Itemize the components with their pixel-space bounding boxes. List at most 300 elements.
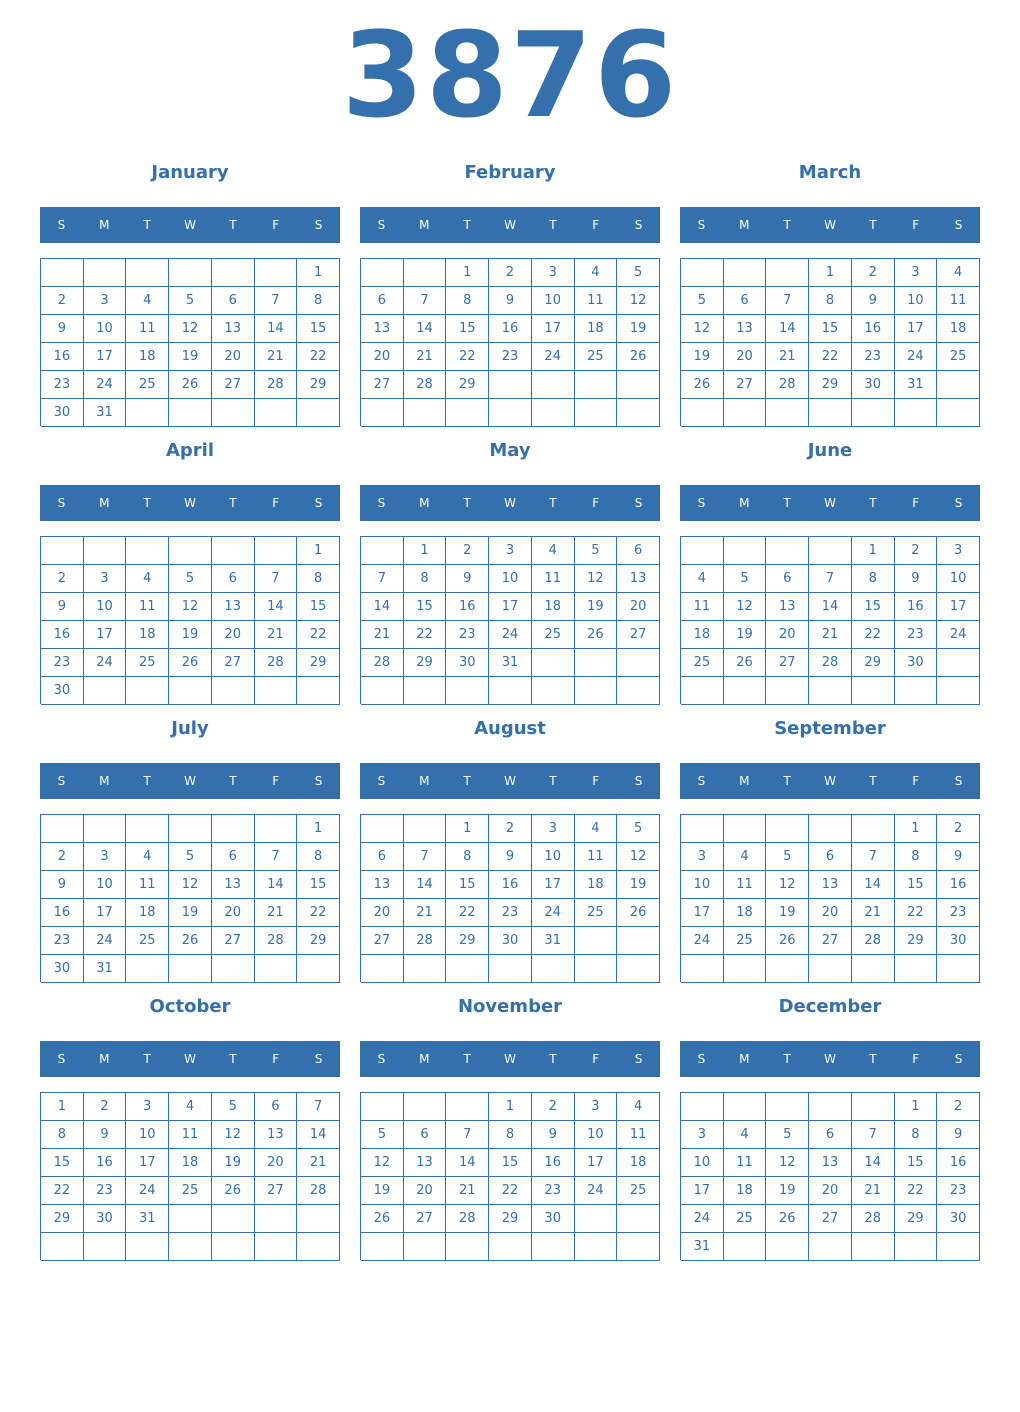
empty-day-cell	[681, 677, 724, 705]
day-cell: 15	[895, 1149, 938, 1177]
year-title: 3876	[341, 6, 679, 144]
day-cell: 7	[766, 287, 809, 315]
day-cell: 15	[446, 315, 489, 343]
weekday-label: S	[954, 1052, 963, 1066]
day-cell: 25	[575, 899, 618, 927]
day-cell: 4	[126, 565, 169, 593]
empty-day-cell	[212, 677, 255, 705]
day-cell: 5	[169, 287, 212, 315]
day-cell: 6	[724, 287, 767, 315]
weekday-label: W	[504, 774, 516, 788]
day-grid	[360, 536, 660, 704]
day-cell: 11	[126, 315, 169, 343]
day-grid	[360, 814, 660, 982]
weekday-label: F	[912, 218, 920, 232]
day-cell: 11	[126, 593, 169, 621]
day-cell: 12	[575, 565, 618, 593]
weekday-label: T	[463, 1052, 471, 1066]
day-cell: 17	[895, 315, 938, 343]
empty-day-cell	[212, 259, 255, 287]
empty-day-cell	[84, 1233, 127, 1261]
day-cell: 16	[532, 1149, 575, 1177]
day-cell: 12	[766, 1149, 809, 1177]
day-cell: 9	[895, 565, 938, 593]
day-cell: 15	[41, 1149, 84, 1177]
day-cell: 27	[212, 927, 255, 955]
day-cell: 25	[126, 927, 169, 955]
empty-day-cell	[937, 371, 980, 399]
day-cell: 4	[681, 565, 724, 593]
month-name: January	[151, 162, 229, 183]
empty-day-cell	[212, 815, 255, 843]
weekday-label: F	[592, 1052, 600, 1066]
weekday-label: T	[549, 774, 557, 788]
weekday-label: M	[419, 1052, 430, 1066]
weekday-header	[360, 207, 660, 243]
day-cell: 5	[575, 537, 618, 565]
weekday-label: S	[697, 1052, 706, 1066]
day-cell: 16	[895, 593, 938, 621]
empty-day-cell	[575, 1233, 618, 1261]
weekday-label: T	[869, 774, 877, 788]
day-cell: 30	[41, 677, 84, 705]
weekday-label: W	[504, 218, 516, 232]
day-cell: 19	[681, 343, 724, 371]
day-grid	[40, 536, 340, 704]
day-cell: 23	[489, 343, 532, 371]
weekday-label: S	[314, 496, 323, 510]
empty-day-cell	[937, 955, 980, 983]
empty-day-cell	[446, 955, 489, 983]
day-cell: 18	[126, 343, 169, 371]
empty-day-cell	[809, 537, 852, 565]
day-cell: 7	[446, 1121, 489, 1149]
empty-day-cell	[766, 259, 809, 287]
day-cell: 30	[41, 399, 84, 427]
day-cell: 22	[41, 1177, 84, 1205]
empty-day-cell	[681, 815, 724, 843]
day-cell: 13	[255, 1121, 298, 1149]
empty-day-cell	[404, 259, 447, 287]
day-cell: 20	[617, 593, 660, 621]
day-cell: 18	[532, 593, 575, 621]
day-cell: 29	[895, 927, 938, 955]
day-cell: 17	[575, 1149, 618, 1177]
day-grid	[360, 1092, 660, 1260]
day-cell: 30	[532, 1205, 575, 1233]
empty-day-cell	[169, 1205, 212, 1233]
day-cell: 17	[84, 343, 127, 371]
empty-day-cell	[404, 399, 447, 427]
day-cell: 12	[212, 1121, 255, 1149]
day-cell: 30	[937, 927, 980, 955]
day-cell: 8	[809, 287, 852, 315]
empty-day-cell	[255, 955, 298, 983]
day-cell: 3	[895, 259, 938, 287]
day-cell: 22	[895, 1177, 938, 1205]
day-cell: 11	[169, 1121, 212, 1149]
empty-day-cell	[84, 259, 127, 287]
weekday-label: T	[143, 218, 151, 232]
day-cell: 18	[937, 315, 980, 343]
weekday-label: S	[377, 774, 386, 788]
day-cell: 1	[41, 1093, 84, 1121]
day-cell: 14	[404, 315, 447, 343]
empty-day-cell	[255, 399, 298, 427]
day-cell: 6	[255, 1093, 298, 1121]
day-cell: 10	[895, 287, 938, 315]
weekday-label: S	[377, 496, 386, 510]
day-cell: 1	[895, 1093, 938, 1121]
day-cell: 21	[446, 1177, 489, 1205]
day-cell: 16	[489, 871, 532, 899]
weekday-label: T	[549, 1052, 557, 1066]
empty-day-cell	[255, 259, 298, 287]
day-cell: 2	[852, 259, 895, 287]
day-cell: 4	[575, 815, 618, 843]
empty-day-cell	[575, 927, 618, 955]
empty-day-cell	[169, 259, 212, 287]
weekday-header	[680, 207, 980, 243]
empty-day-cell	[766, 1233, 809, 1261]
day-cell: 4	[937, 259, 980, 287]
month-name: March	[798, 162, 862, 183]
weekday-label: T	[869, 1052, 877, 1066]
weekday-label: T	[783, 774, 791, 788]
day-cell: 5	[724, 565, 767, 593]
day-cell: 31	[532, 927, 575, 955]
day-cell: 13	[212, 871, 255, 899]
day-cell: 19	[617, 871, 660, 899]
empty-day-cell	[489, 1233, 532, 1261]
empty-day-cell	[212, 955, 255, 983]
empty-day-cell	[404, 677, 447, 705]
day-cell: 14	[852, 871, 895, 899]
day-cell: 3	[575, 1093, 618, 1121]
weekday-label: S	[634, 774, 643, 788]
empty-day-cell	[41, 815, 84, 843]
day-cell: 24	[895, 343, 938, 371]
empty-day-cell	[532, 371, 575, 399]
empty-day-cell	[361, 1093, 404, 1121]
day-cell: 27	[766, 649, 809, 677]
empty-day-cell	[532, 955, 575, 983]
day-cell: 5	[617, 815, 660, 843]
day-cell: 8	[404, 565, 447, 593]
day-cell: 13	[361, 315, 404, 343]
day-cell: 4	[575, 259, 618, 287]
day-cell: 27	[361, 371, 404, 399]
empty-day-cell	[852, 815, 895, 843]
empty-day-cell	[126, 537, 169, 565]
weekday-label: S	[57, 218, 66, 232]
day-cell: 9	[937, 1121, 980, 1149]
empty-day-cell	[489, 677, 532, 705]
weekday-label: F	[272, 218, 280, 232]
weekday-label: F	[272, 1052, 280, 1066]
day-cell: 19	[361, 1177, 404, 1205]
day-cell: 25	[937, 343, 980, 371]
weekday-label: T	[143, 1052, 151, 1066]
weekday-header	[360, 1041, 660, 1077]
empty-day-cell	[575, 371, 618, 399]
day-cell: 7	[852, 843, 895, 871]
day-cell: 10	[126, 1121, 169, 1149]
weekday-label: M	[419, 496, 430, 510]
empty-day-cell	[724, 259, 767, 287]
day-cell: 17	[532, 315, 575, 343]
day-cell: 14	[766, 315, 809, 343]
day-cell: 6	[404, 1121, 447, 1149]
weekday-label: S	[314, 1052, 323, 1066]
day-cell: 18	[575, 315, 618, 343]
day-cell: 29	[297, 649, 340, 677]
day-cell: 29	[852, 649, 895, 677]
empty-day-cell	[212, 1205, 255, 1233]
day-cell: 10	[489, 565, 532, 593]
weekday-header	[680, 763, 980, 799]
day-cell: 10	[84, 871, 127, 899]
day-cell: 23	[84, 1177, 127, 1205]
month-name: October	[149, 996, 231, 1017]
day-cell: 9	[41, 871, 84, 899]
day-cell: 23	[446, 621, 489, 649]
empty-day-cell	[255, 677, 298, 705]
day-cell: 9	[532, 1121, 575, 1149]
day-cell: 18	[681, 621, 724, 649]
day-cell: 19	[617, 315, 660, 343]
day-cell: 14	[255, 871, 298, 899]
weekday-label: S	[954, 496, 963, 510]
day-cell: 23	[489, 899, 532, 927]
day-cell: 13	[724, 315, 767, 343]
day-cell: 7	[404, 287, 447, 315]
weekday-label: T	[869, 496, 877, 510]
day-cell: 13	[766, 593, 809, 621]
day-cell: 28	[255, 371, 298, 399]
weekday-label: F	[592, 496, 600, 510]
weekday-label: S	[697, 218, 706, 232]
weekday-header	[40, 207, 340, 243]
day-cell: 26	[575, 621, 618, 649]
weekday-label: F	[912, 774, 920, 788]
day-cell: 28	[361, 649, 404, 677]
day-cell: 26	[766, 1205, 809, 1233]
day-cell: 26	[212, 1177, 255, 1205]
empty-day-cell	[169, 677, 212, 705]
day-cell: 21	[255, 621, 298, 649]
day-cell: 21	[809, 621, 852, 649]
day-cell: 12	[617, 287, 660, 315]
day-cell: 4	[724, 843, 767, 871]
day-cell: 12	[617, 843, 660, 871]
day-cell: 16	[84, 1149, 127, 1177]
weekday-header	[40, 485, 340, 521]
day-cell: 9	[489, 287, 532, 315]
weekday-label: T	[143, 496, 151, 510]
day-cell: 30	[937, 1205, 980, 1233]
day-cell: 5	[361, 1121, 404, 1149]
weekday-label: S	[954, 218, 963, 232]
weekday-label: S	[57, 774, 66, 788]
empty-day-cell	[297, 1233, 340, 1261]
empty-day-cell	[126, 677, 169, 705]
day-cell: 10	[84, 315, 127, 343]
day-cell: 3	[489, 537, 532, 565]
empty-day-cell	[681, 1093, 724, 1121]
day-cell: 28	[255, 927, 298, 955]
day-cell: 8	[41, 1121, 84, 1149]
day-cell: 2	[937, 815, 980, 843]
day-cell: 14	[297, 1121, 340, 1149]
day-cell: 12	[169, 871, 212, 899]
day-cell: 22	[852, 621, 895, 649]
weekday-label: T	[463, 218, 471, 232]
day-grid	[40, 814, 340, 982]
day-cell: 9	[41, 315, 84, 343]
day-cell: 22	[446, 343, 489, 371]
empty-day-cell	[937, 399, 980, 427]
day-cell: 10	[681, 871, 724, 899]
empty-day-cell	[532, 1233, 575, 1261]
empty-day-cell	[681, 399, 724, 427]
day-cell: 9	[852, 287, 895, 315]
day-cell: 22	[895, 899, 938, 927]
empty-day-cell	[255, 537, 298, 565]
day-grid	[360, 258, 660, 426]
day-cell: 21	[766, 343, 809, 371]
day-cell: 3	[84, 843, 127, 871]
day-cell: 31	[84, 399, 127, 427]
day-cell: 28	[446, 1205, 489, 1233]
day-cell: 21	[404, 343, 447, 371]
day-cell: 25	[532, 621, 575, 649]
day-cell: 24	[681, 1205, 724, 1233]
weekday-header	[680, 485, 980, 521]
day-cell: 26	[617, 899, 660, 927]
day-cell: 11	[575, 287, 618, 315]
weekday-label: S	[314, 218, 323, 232]
day-cell: 22	[297, 343, 340, 371]
day-cell: 7	[852, 1121, 895, 1149]
weekday-label: T	[463, 496, 471, 510]
empty-day-cell	[255, 1233, 298, 1261]
day-cell: 13	[617, 565, 660, 593]
weekday-label: T	[229, 218, 237, 232]
empty-day-cell	[724, 955, 767, 983]
day-cell: 29	[297, 927, 340, 955]
day-cell: 15	[297, 593, 340, 621]
empty-day-cell	[446, 399, 489, 427]
empty-day-cell	[361, 259, 404, 287]
day-cell: 27	[361, 927, 404, 955]
day-cell: 20	[404, 1177, 447, 1205]
weekday-header	[680, 1041, 980, 1077]
weekday-label: W	[184, 774, 196, 788]
day-cell: 2	[489, 259, 532, 287]
day-cell: 28	[404, 371, 447, 399]
day-cell: 29	[446, 371, 489, 399]
day-cell: 16	[489, 315, 532, 343]
day-cell: 18	[724, 1177, 767, 1205]
weekday-label: T	[869, 218, 877, 232]
empty-day-cell	[169, 1233, 212, 1261]
weekday-label: S	[634, 218, 643, 232]
day-cell: 8	[852, 565, 895, 593]
weekday-label: T	[783, 1052, 791, 1066]
empty-day-cell	[724, 1093, 767, 1121]
day-cell: 20	[724, 343, 767, 371]
empty-day-cell	[617, 399, 660, 427]
empty-day-cell	[766, 537, 809, 565]
empty-day-cell	[724, 1233, 767, 1261]
day-cell: 29	[489, 1205, 532, 1233]
day-cell: 3	[532, 815, 575, 843]
day-cell: 20	[212, 343, 255, 371]
day-cell: 12	[361, 1149, 404, 1177]
weekday-header	[40, 1041, 340, 1077]
day-cell: 23	[41, 649, 84, 677]
day-cell: 3	[532, 259, 575, 287]
empty-day-cell	[446, 677, 489, 705]
day-cell: 3	[937, 537, 980, 565]
day-cell: 20	[212, 899, 255, 927]
empty-day-cell	[489, 399, 532, 427]
day-cell: 1	[895, 815, 938, 843]
empty-day-cell	[617, 1205, 660, 1233]
empty-day-cell	[766, 399, 809, 427]
empty-day-cell	[212, 1233, 255, 1261]
day-cell: 16	[41, 343, 84, 371]
day-cell: 18	[126, 621, 169, 649]
day-cell: 13	[809, 871, 852, 899]
day-cell: 27	[255, 1177, 298, 1205]
weekday-label: W	[504, 496, 516, 510]
day-cell: 29	[895, 1205, 938, 1233]
empty-day-cell	[404, 1093, 447, 1121]
day-cell: 16	[937, 871, 980, 899]
day-cell: 16	[852, 315, 895, 343]
weekday-label: W	[184, 218, 196, 232]
weekday-label: S	[634, 1052, 643, 1066]
day-cell: 21	[255, 899, 298, 927]
day-cell: 4	[169, 1093, 212, 1121]
day-cell: 30	[852, 371, 895, 399]
weekday-label: M	[419, 218, 430, 232]
empty-day-cell	[404, 815, 447, 843]
empty-day-cell	[681, 955, 724, 983]
day-cell: 22	[489, 1177, 532, 1205]
day-cell: 18	[575, 871, 618, 899]
day-cell: 1	[446, 259, 489, 287]
weekday-label: T	[143, 774, 151, 788]
weekday-label: T	[549, 496, 557, 510]
empty-day-cell	[126, 1233, 169, 1261]
weekday-label: F	[272, 774, 280, 788]
day-cell: 7	[255, 287, 298, 315]
day-cell: 2	[937, 1093, 980, 1121]
day-cell: 8	[297, 843, 340, 871]
day-cell: 28	[852, 927, 895, 955]
day-cell: 5	[169, 565, 212, 593]
day-cell: 28	[809, 649, 852, 677]
weekday-label: W	[824, 496, 836, 510]
empty-day-cell	[84, 677, 127, 705]
day-cell: 22	[809, 343, 852, 371]
day-cell: 14	[361, 593, 404, 621]
day-cell: 11	[724, 871, 767, 899]
empty-day-cell	[681, 259, 724, 287]
